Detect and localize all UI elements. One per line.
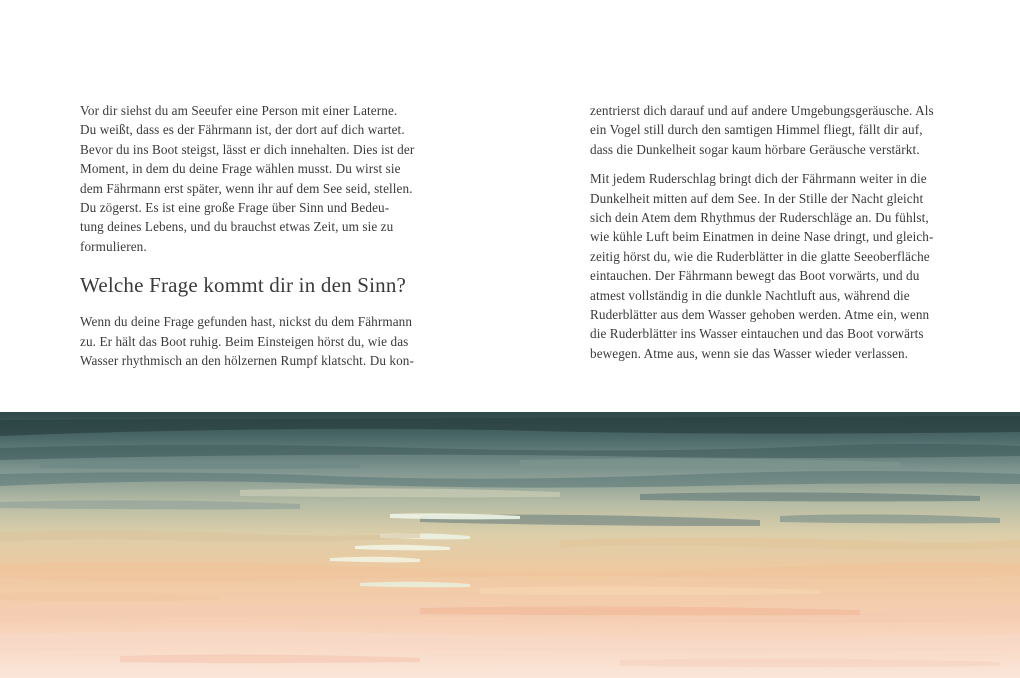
intro-paragraph: Vor dir siehst du am Seeufer eine Person mit einer Laterne. Du weißt, dass es der Fährmann ist, der dort auf dich wartet. Bevor du ins Boot steigst, lässt er dich innehalten. Dies ist der Moment, in dem du deine Frage wählen musst. Du wirst sie dem Fährmann erst später, wenn ihr auf dem See seid, stellen. Du zögerst. Es ist eine große Frage über Sinn und Bedeu- tung deines Lebens, und du brauchst etwas Zeit, um sie zu formulieren. xyxy=(80,103,415,254)
left-text-column xyxy=(80,101,430,380)
continuation-paragraph: zentrierst dich darauf und auf andere Umgebungsgeräusche. Als ein Vogel still durch den samtigen Himmel fliegt, fällt dir auf, dass die Dunkelheit sogar kaum hörbare Geräusche verstärkt. xyxy=(590,103,934,157)
answer-paragraph: Wenn du deine Frage gefunden hast, nickst du dem Fährmann zu. Er hält das Boot ruhig. Beim Einsteigen hörst du, wie das Wasser rhythmisch an den hölzernen Rumpf klatscht. Du kon- xyxy=(80,314,414,369)
section-heading: Welche Frage kommt dir in den Sinn? xyxy=(80,273,407,298)
rowing-paragraph: Mit jedem Ruderschlag bringt dich der Fährmann weiter in die Dunkelheit mitten auf dem See. In der Stille der Nacht gleicht sich dein Atem dem Rhythmus der Ruderschläge an. Du fühlst, wie kühle Luft beim Einatmen in deine Nase dringt, und gleich- zeitig hörst du, wie die Ruderblätter in die glatte Seeoberfläche eintauchen. Der Fährmann bewegt das Boot vorwärts, und du atmest vollständig in die dunkle Nachtluft aus, während die Ruderblätter aus dem Wasser gehoben werden. Atme ein, wenn die Ruderblätter ins Wasser eintauchen und das Boot vorwärts bewegen. Atme aus, wenn sie das Wasser wieder verlassen. xyxy=(590,171,934,361)
right-text-column xyxy=(590,101,940,373)
lake-illustration xyxy=(0,412,1020,678)
